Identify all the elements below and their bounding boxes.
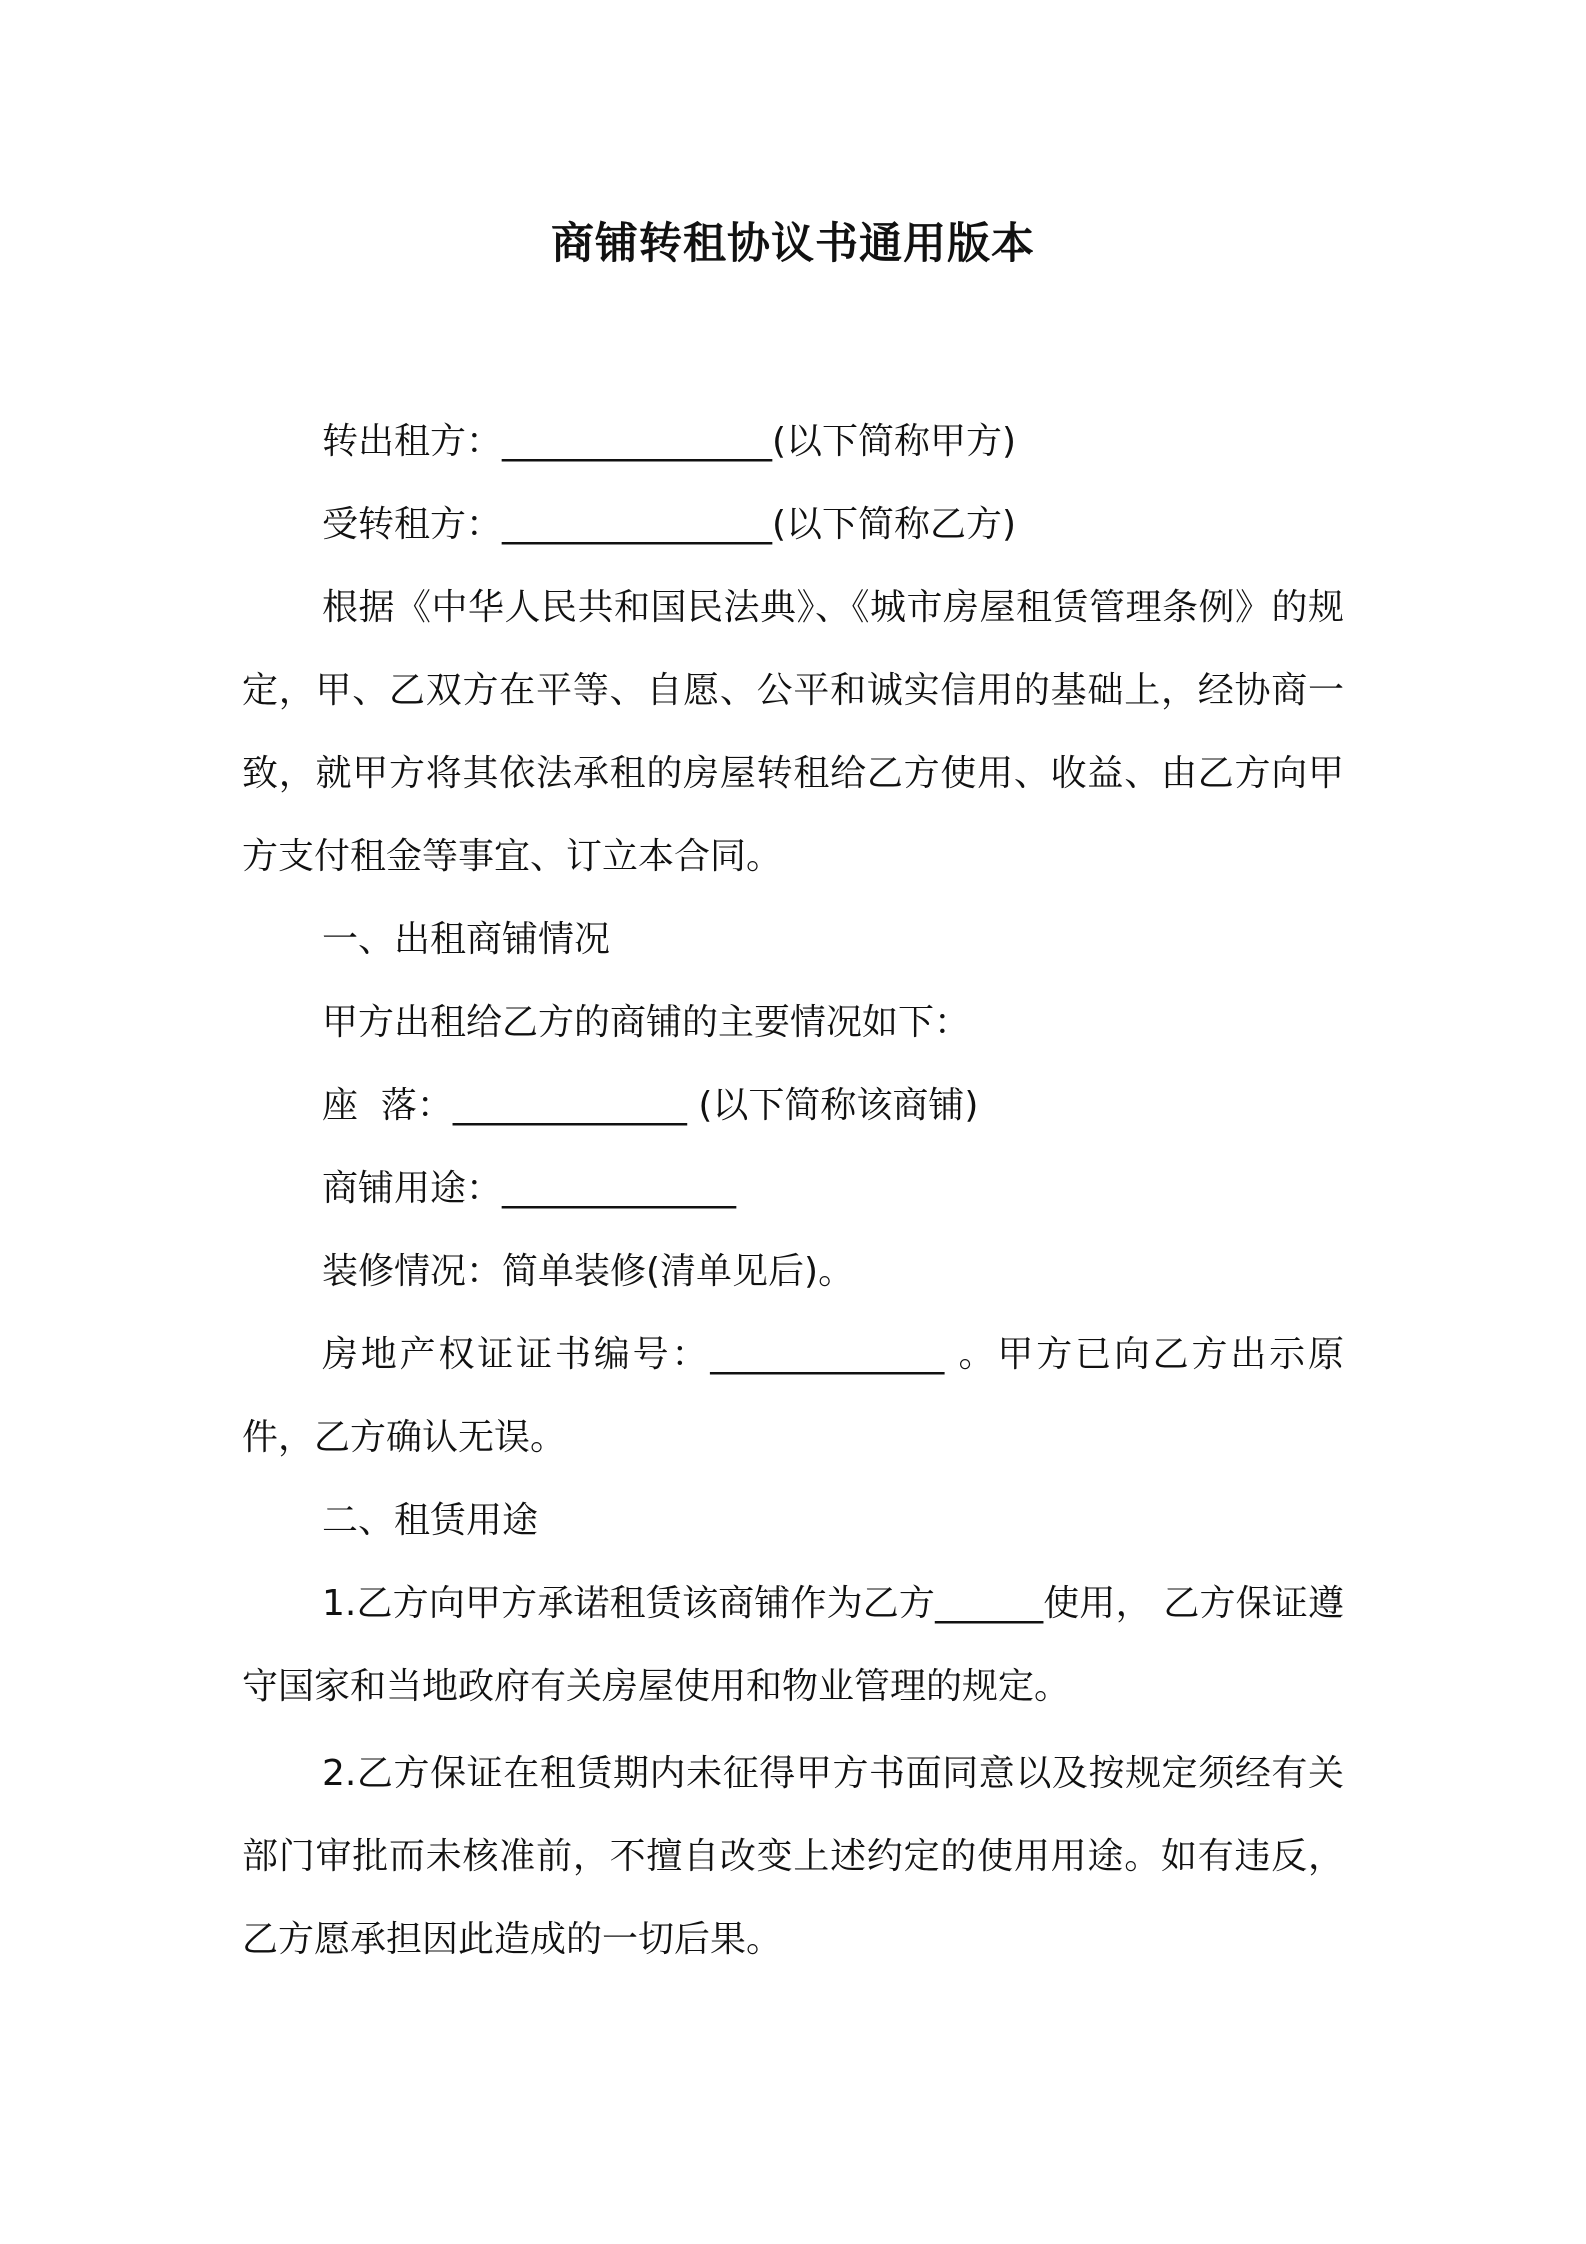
- section-heading-2: 二、租赁用途: [322, 1500, 539, 1541]
- document-body: [242, 400, 1344, 1981]
- shop-usage-line: 商铺用途：_____________: [322, 1168, 737, 1209]
- document-title: 商铺转租协议书通用版本: [551, 219, 1035, 269]
- sublessee-line: 受转租方：_______________(以下简称乙方): [322, 504, 1017, 545]
- clause-1-paragraph: 1.乙方向甲方承诺租赁该商铺作为乙方______使用， 乙方保证遵守国家和当地政府有关房屋使用和物业管理的规定。: [242, 1583, 1344, 1707]
- section-heading-1: 一、出租商铺情况: [322, 919, 611, 960]
- clause-2-paragraph: 2.乙方保证在租赁期内未征得甲方书面同意以及按规定须经有关部门审批而未核准前，不擅自改变上述约定的使用用途。如有违反，乙方愿承担因此造成的一切后果。: [242, 1753, 1344, 1960]
- location-line: 座 落：_____________ (以下简称该商铺): [322, 1085, 979, 1126]
- property-certificate-paragraph: 房地产权证证书编号：_____________ 。甲方已向乙方出示原件，乙方确认无误。: [242, 1334, 1344, 1458]
- shop-intro-line: 甲方出租给乙方的商铺的主要情况如下：: [322, 1002, 971, 1043]
- sublessor-line: 转出租方：_______________(以下简称甲方): [322, 421, 1017, 462]
- decoration-line: 装修情况：简单装修(清单见后)。: [322, 1251, 855, 1292]
- preamble-paragraph: 根据《中华人民共和国民法典》、《城市房屋租赁管理条例》的规定，甲、乙双方在平等、自愿、公平和诚实信用的基础上，经协商一致，就甲方将其依法承租的房屋转租给乙方使用、收益、由乙方向甲方支付租金等事宜、订立本合同。: [242, 587, 1344, 877]
